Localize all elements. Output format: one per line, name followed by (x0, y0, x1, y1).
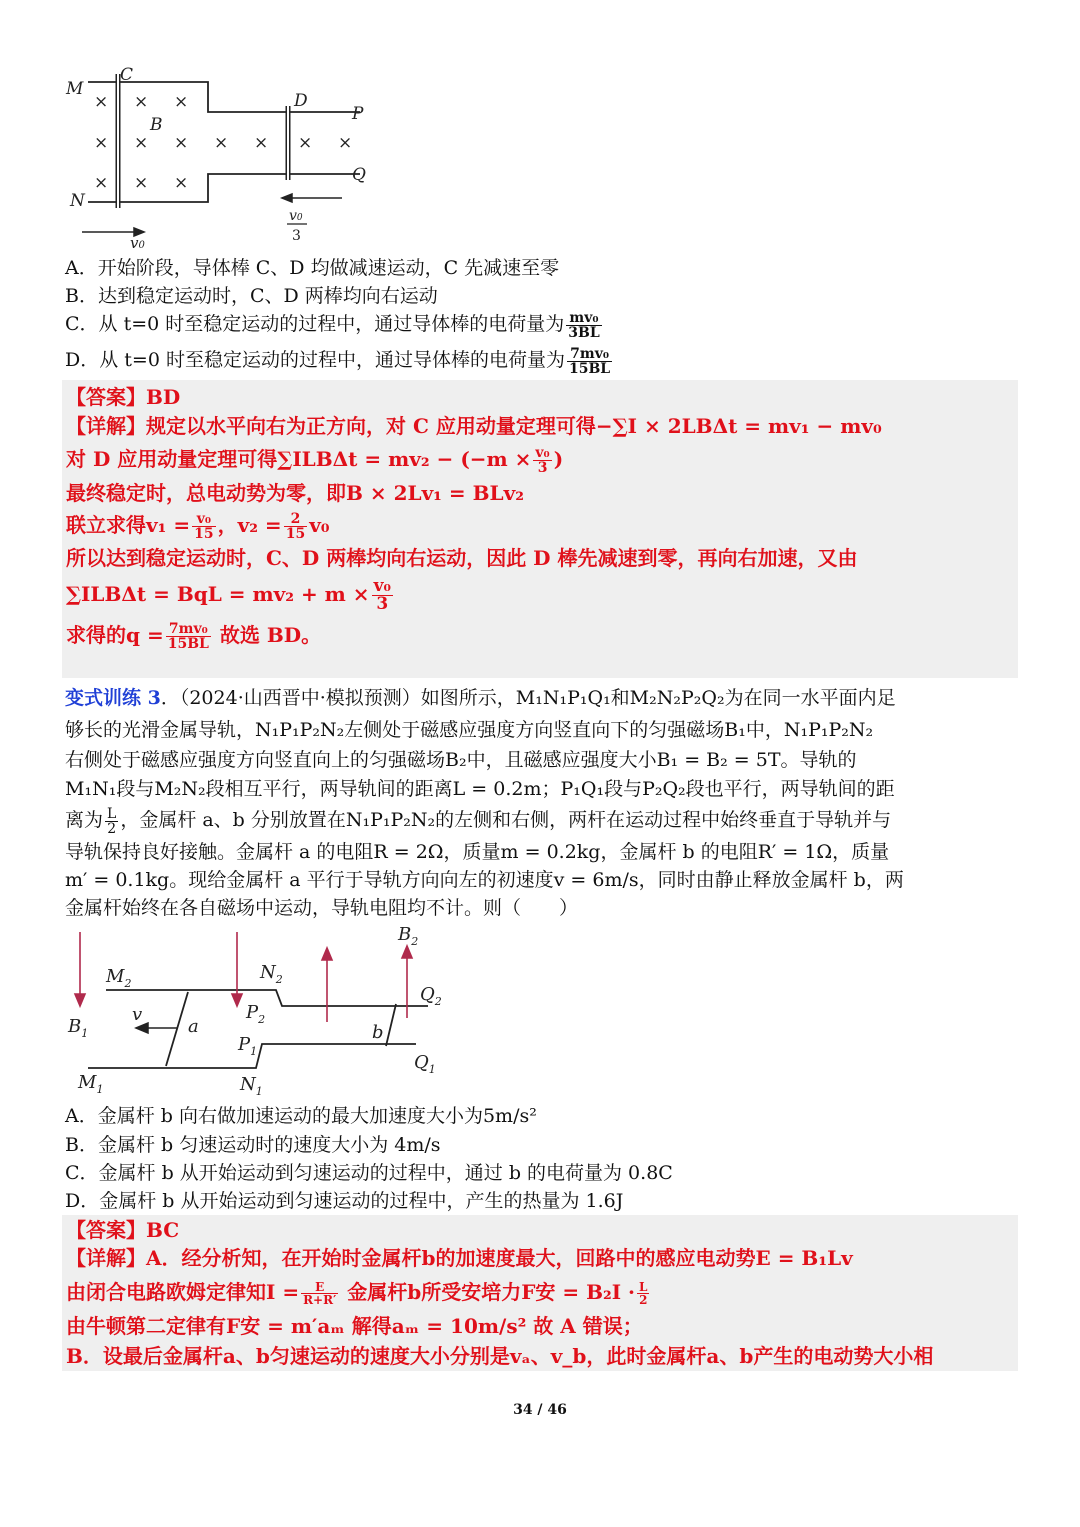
answer-3-box (62, 1215, 1018, 1371)
label-D: D (294, 91, 308, 111)
q3-line-2: 够长的光滑金属导轨，N₁P₁P₂N₂左侧处于磁感应强度方向竖直向下的匀强磁场B₁中，N₁P₁P₂N₂ (65, 719, 874, 741)
svg-text:b: b (372, 1022, 384, 1043)
svg-text:×: × (134, 173, 149, 193)
q3-line-8: 金属杆始终在各自磁场中运动，导轨电阻均不计。则（ ） (65, 897, 579, 919)
answer-1-line-5: 所以达到稳定运动时，C、D 两棒均向右运动，因此 D 棒先减速到零，再向右加速，又由 (66, 546, 858, 570)
label-C: C (120, 65, 134, 85)
svg-text:B1: $B_1$ (68, 1016, 89, 1040)
svg-text:v0: v0 (289, 208, 303, 224)
svg-text:M2: $M_2$ (106, 966, 132, 990)
v-arrow (136, 1023, 178, 1033)
svg-text:P1: $P_1$ (238, 1034, 258, 1058)
answer-1-line-3: 最终稳定时，总电动势为零，即B × 2Lv₁ = BLv₂ (66, 481, 524, 505)
figure-2-circuit (60, 920, 460, 1100)
q1-option-c: C．从 t=0 时至稳定运动的过程中，通过导体棒的电荷量为 $\frac{\text{mv₀}}{3BL}$ (65, 309, 600, 341)
svg-text:Q2: $Q_2$ (420, 984, 442, 1008)
svg-text:v: v (132, 1004, 143, 1025)
b2-field-arrows (322, 946, 412, 1022)
answer-1-line-7: 求得的q = $\frac{\text{7mv₀}}{15BL}$ 故选 BD。 (66, 621, 322, 652)
answer-1-box (62, 380, 1018, 678)
svg-text:P2: $P_2$ (246, 1002, 266, 1026)
answer-3-line-4: B．设最后金属杆a、b匀速运动的速度大小分别是vₐ、v_b，此时金属杆a、b产生的电动势大小相 (66, 1344, 934, 1368)
answer-1-label: 【答案】BD (66, 385, 181, 409)
svg-text:×: × (214, 133, 229, 153)
q1-option-a: A．开始阶段，导体棒 C、D 均做减速运动，C 先减速至零 (65, 257, 560, 279)
svg-text:N2: $N_2$ (260, 962, 283, 986)
q3-line-6: 导轨保持良好接触。金属杆 a 的电阻R = 2Ω，质量m = 0.2kg，金属杆 b 的电阻R′ = 1Ω，质量 (65, 841, 890, 863)
svg-text:×: × (134, 133, 149, 153)
q3-option-c: C．金属杆 b 从开始运动到匀速运动的过程中，通过 b 的电荷量为 0.8C (65, 1162, 673, 1184)
svg-text:×: × (94, 133, 109, 153)
svg-text:N1: $N_1$ (240, 1074, 263, 1098)
figure-1-circuit (60, 62, 390, 252)
svg-text:3: 3 (292, 228, 301, 244)
page-number: 34 / 46 (513, 1402, 567, 1418)
answer-1-line-4: 联立求得v₁ = $\frac{\text{v₀}}{15}$ ，v₂ = $\frac{2}{15}$ v₀ (66, 511, 330, 542)
label-P: P (352, 104, 364, 124)
svg-text:B2: $B_2$ (398, 924, 419, 948)
label-M: M (66, 79, 84, 99)
svg-text:×: × (254, 133, 269, 153)
label-N: N (70, 191, 85, 211)
svg-text:×: × (94, 173, 109, 193)
q3-option-b: B．金属杆 b 匀速运动时的速度大小为 4m/s (65, 1134, 441, 1156)
q3-line-7: m′ = 0.1kg。现给金属杆 a 平行于导轨方向向左的初速度v = 6m/s，同时由静止释放金属杆 b，两 (65, 869, 904, 891)
answer-1-line-1: 【详解】规定以水平向右为正方向，对 C 应用动量定理可得−∑I × 2LBΔt = mv₁ − mv₀ (66, 414, 882, 438)
svg-text:×: × (174, 173, 189, 193)
rod-b (386, 1004, 396, 1046)
v0-third-arrow-left (282, 194, 342, 202)
label-Q: Q (352, 165, 366, 185)
svg-text:v0: v0 (130, 234, 145, 252)
answer-3-line-1: 【详解】A．经分析知，在开始时金属杆b的加速度最大，回路中的感应电动势E = B₁Lv (66, 1246, 853, 1270)
q3-tag: 变式训练 3 (65, 687, 161, 709)
svg-text:×: × (174, 133, 189, 153)
q1-option-b: B．达到稳定运动时，C、D 两棒均向右运动 (65, 285, 438, 307)
svg-text:a: a (188, 1016, 199, 1037)
q3-option-a: A．金属杆 b 向右做加速运动的最大加速度大小为5m/s² (65, 1105, 537, 1127)
rod-a (166, 992, 188, 1066)
q3-line-4: M₁N₁段与M₂N₂段相互平行，两导轨间的距离L = 0.2m；P₁Q₁段与P₂Q₂段也平行，两导轨间的距 (65, 778, 895, 800)
answer-3-label: 【答案】BC (66, 1218, 180, 1242)
svg-text:M1: $M_1$ (78, 1072, 104, 1096)
svg-text:×: × (94, 92, 109, 112)
q1-option-d: D．从 t=0 时至稳定运动的过程中，通过导体棒的电荷量为 $\frac{\text{7mv₀}}{15BL}$ (65, 345, 611, 377)
svg-text:×: × (338, 133, 353, 153)
answer-1-line-2: 对 D 应用动量定理可得∑ILBΔt = mv₂ − (−m × $\frac{\text{v₀}}{3}$ ) (66, 445, 564, 476)
q3-option-d: D．金属杆 b 从开始运动到匀速运动的过程中，产生的热量为 1.6J (65, 1190, 624, 1212)
q3-line-1: 变式训练 3．（2024·山西晋中·模拟预测）如图所示，M₁N₁P₁Q₁和M₂N₂P₂Q₂为在同一水平面内足 (65, 687, 896, 709)
answer-1-line-6: ∑ILBΔt = BqL = mv₂ + m × $\frac{\text{v₀}}{3}$ (66, 576, 391, 614)
field-marks (94, 92, 352, 193)
svg-text:×: × (134, 92, 149, 112)
svg-text:Q1: $Q_1$ (414, 1052, 436, 1076)
q3-line-5: 离为 $\frac{L}{2}$ ，金属杆 a、b 分别放置在N₁P₁P₂N₂的左侧和右侧，两杆在运动过程中始终垂直于导轨并与 (65, 805, 892, 837)
answer-3-line-3: 由牛顿第二定律有F安 = m′aₘ 解得aₘ = 10m/s² 故 A 错误； (66, 1314, 643, 1338)
label-B: B (150, 115, 163, 135)
b1-field-arrows (75, 932, 242, 1006)
svg-text:×: × (298, 133, 313, 153)
answer-3-line-2: 由闭合电路欧姆定律知I = $\frac{E}{R+R'}$ 金属杆b所受安培力F安 = B₂I · $\frac{L}{2}$ (66, 1280, 648, 1307)
svg-text:×: × (174, 92, 189, 112)
q3-line-3: 右侧处于磁感应强度方向竖直向上的匀强磁场B₂中，且磁感应强度大小B₁ = B₂ = 5T。导轨的 (65, 749, 857, 771)
